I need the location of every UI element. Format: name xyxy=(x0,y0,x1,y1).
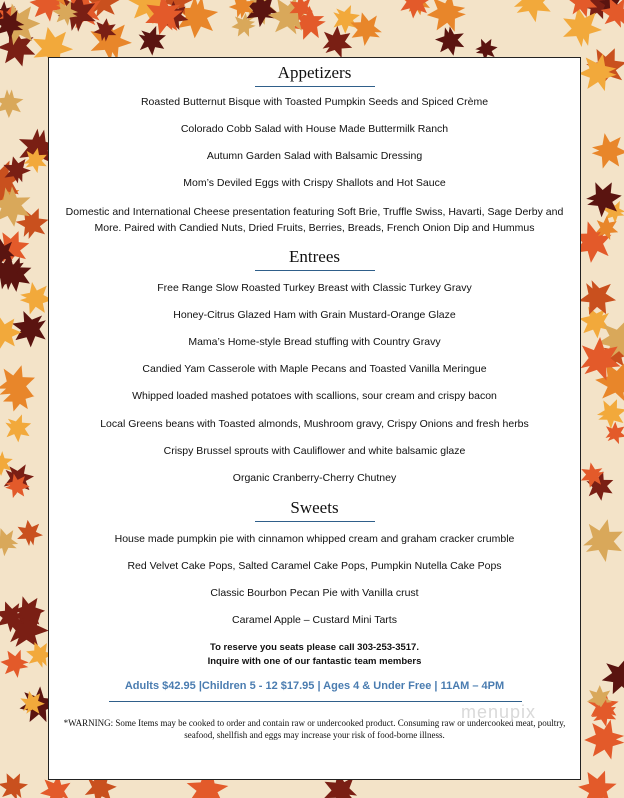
reserve-line-2: Inquire with one of our fantastic team members xyxy=(207,656,422,667)
appetizers-heading: Appetizers xyxy=(277,63,352,82)
menu-card xyxy=(48,57,581,780)
maple-leaf-icon xyxy=(584,719,624,760)
maple-leaf-icon xyxy=(507,0,560,28)
appetizer-item: Mom’s Deviled Eggs with Crispy Shallots and Hot Sauce xyxy=(183,177,446,189)
maple-leaf-icon xyxy=(0,648,30,679)
entree-item: Whipped loaded mashed potatoes with scallions, sour cream and crispy bacon xyxy=(132,390,497,402)
entree-item: Crispy Brussel sprouts with Cauliflower and white balsamic glaze xyxy=(163,445,466,457)
sweet-item: Caramel Apple – Custard Mini Tarts xyxy=(232,614,397,626)
entree-item: Organic Cranberry-Cherry Chutney xyxy=(232,472,397,484)
sweet-item: Classic Bourbon Pecan Pie with Vanilla crust xyxy=(210,587,419,599)
maple-leaf-icon xyxy=(0,316,22,350)
maple-leaf-icon xyxy=(0,767,32,798)
maple-leaf-icon xyxy=(576,513,624,568)
entrees-rule xyxy=(255,270,375,271)
maple-leaf-icon xyxy=(15,518,45,548)
maple-leaf-icon xyxy=(0,89,24,118)
appetizers-rule xyxy=(255,86,375,87)
appetizer-item: Domestic and International Cheese presentation featuring Soft Brie, Truffle Swiss, Havarti, Sage Derby and More. Paired with Candied Nuts, Dried Fruits, Berries, Breads, French Onion Dip and Hummus xyxy=(65,206,564,234)
sweet-item: Red Velvet Cake Pops, Salted Caramel Cake Pops, Pumpkin Nutella Cake Pops xyxy=(127,560,502,572)
appetizer-item: Colorado Cobb Salad with House Made Buttermilk Ranch xyxy=(180,123,449,135)
maple-leaf-icon xyxy=(594,395,624,431)
reserve-line-1: To reserve you seats please call 303-253-3517. xyxy=(210,642,419,653)
maple-leaf-icon xyxy=(591,133,624,170)
entree-item: Mama’s Home-style Bread stuffing with Country Gravy xyxy=(188,336,441,348)
maple-leaf-icon xyxy=(0,524,22,559)
appetizer-item: Autumn Garden Salad with Balsamic Dressing xyxy=(206,150,423,162)
sweets-heading: Sweets xyxy=(290,498,339,517)
sweet-item: House made pumpkin pie with cinnamon whipped cream and graham cracker crumble xyxy=(114,533,515,545)
pricing-line: Adults $42.95 |Children 5 - 12 $17.95 | Ages 4 & Under Free | 11AM – 4PM xyxy=(124,680,505,692)
entree-item: Local Greens beans with Toasted almonds, Mushroom gravy, Crispy Onions and fresh herbs xyxy=(100,418,529,430)
sweets-rule xyxy=(255,521,375,522)
maple-leaf-icon xyxy=(132,20,173,61)
maple-leaf-icon xyxy=(0,409,37,447)
entree-item: Candied Yam Casserole with Maple Pecans and Toasted Vanilla Meringue xyxy=(142,363,487,375)
entree-item: Free Range Slow Roasted Turkey Breast with Classic Turkey Gravy xyxy=(157,282,472,294)
entrees-heading: Entrees xyxy=(289,247,340,266)
watermark-logo: menupix xyxy=(460,702,536,722)
warning-text: *WARNING: Some Items may be cooked to order and contain raw or undercooked product. Consuming raw or undercooked meat, poultry, seafood, shellfish and eggs may increase your risk of food-borne illness. xyxy=(63,718,566,740)
maple-leaf-icon xyxy=(393,0,438,25)
appetizer-item: Roasted Butternut Bisque with Toasted Pumpkin Seeds and Spiced Crème xyxy=(140,96,489,108)
entree-item: Honey-Citrus Glazed Ham with Grain Mustard-Orange Glaze xyxy=(173,309,456,321)
